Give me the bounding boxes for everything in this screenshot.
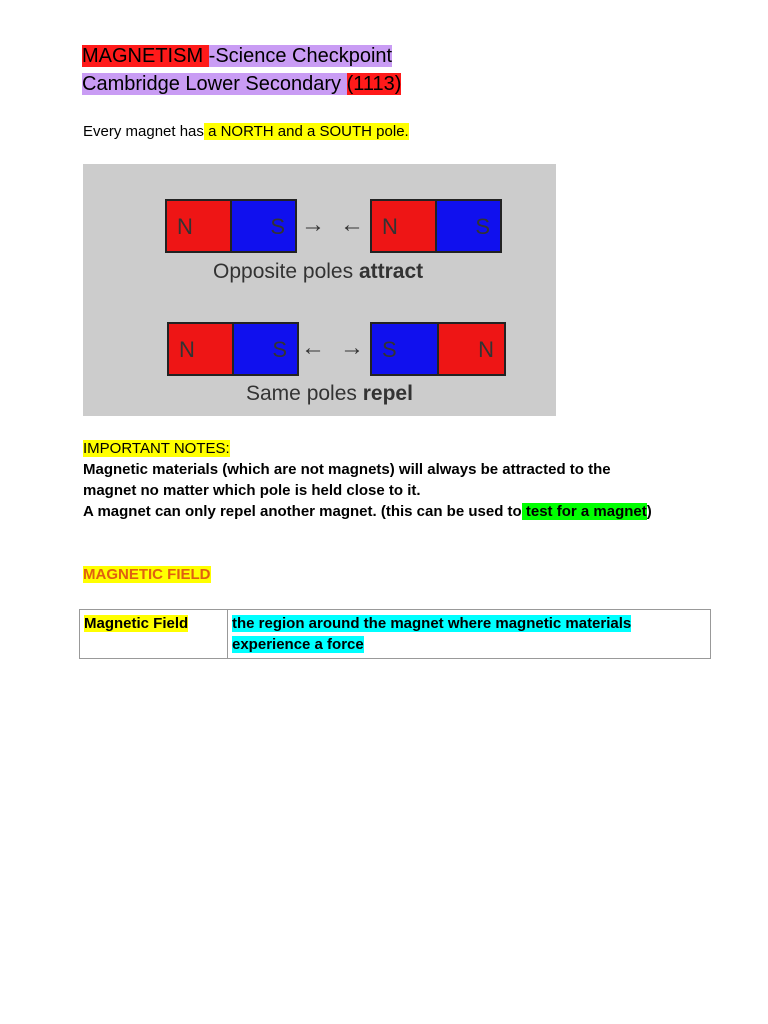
title-line-1 — [82, 44, 392, 68]
arrow-left-icon: ← — [340, 211, 364, 238]
title-line-2 — [82, 72, 401, 96]
pole-north: N — [167, 201, 232, 251]
arrow-left-icon: ← — [301, 334, 325, 361]
notes-line-2: magnet no matter which pole is held close to it. — [83, 482, 421, 499]
pole-north: N — [372, 201, 437, 251]
pole-south: S — [234, 324, 297, 374]
pole-north: N — [439, 324, 504, 374]
definition-table — [79, 609, 711, 659]
magnet-4 — [370, 322, 506, 376]
pole-north: N — [169, 324, 234, 374]
term-cell: Magnetic Field — [80, 610, 228, 659]
arrow-right-icon: → — [301, 211, 325, 238]
notes-line-3: A magnet can only repel another magnet. (this can be used to test for a magnet) — [83, 503, 652, 520]
notes-heading: IMPORTANT NOTES: — [83, 440, 230, 457]
magnet-poles-figure — [83, 164, 556, 416]
title-science-checkpoint: -Science Checkpoint — [208, 45, 393, 67]
pole-south: S — [372, 324, 439, 374]
magnetic-field-heading: MAGNETIC FIELD — [83, 566, 211, 583]
magnet-1 — [165, 199, 297, 253]
pole-south: S — [437, 201, 500, 251]
title-code: (1113) — [346, 73, 402, 95]
intro-sentence — [83, 121, 409, 142]
definition-cell: the region around the magnet where magnetic materials experience a force — [228, 610, 711, 659]
pole-south: S — [232, 201, 295, 251]
intro-prefix: Every magnet has — [83, 123, 204, 140]
arrow-right-icon: → — [340, 334, 364, 361]
intro-highlight: a NORTH and a SOUTH pole. — [203, 123, 409, 140]
title-magnetism: MAGNETISM — [82, 45, 209, 67]
test-for-magnet-highlight: test for a magnet — [521, 503, 647, 520]
important-notes — [83, 438, 652, 522]
title-cambridge: Cambridge Lower Secondary — [82, 73, 347, 95]
notes-line-1: Magnetic materials (which are not magnets) will always be attracted to the — [83, 461, 611, 478]
magnet-2 — [370, 199, 502, 253]
magnet-3 — [167, 322, 299, 376]
caption-attract: Opposite poles attract — [213, 260, 424, 283]
caption-repel: Same poles repel — [246, 382, 413, 405]
table-row — [80, 610, 711, 659]
